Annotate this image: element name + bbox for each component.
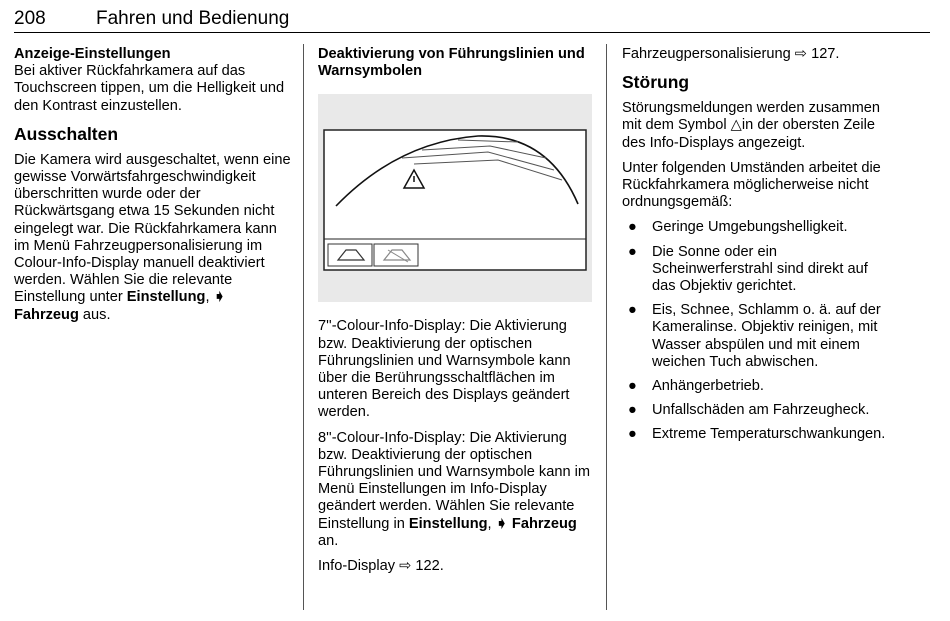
list-item [622, 378, 894, 395]
cross-reference: Info-Display ⇨ 122. [318, 558, 444, 575]
list-item-text: Geringe Umgebungshelligkeit. [652, 219, 848, 236]
bold-text: Einstellung [126, 289, 206, 306]
bullet-icon: ● [628, 402, 637, 419]
column-3 [622, 46, 894, 451]
paragraph: Unter folgenden Umständen arbeitet die Rückfahrkamera möglicherweise nicht ordnungsgemäß: [622, 159, 881, 211]
paragraph: 7''-Colour-Info-Display: Die Aktivierung bzw. Deaktivierung der optischen Führungslinien und Warnsymbole kann über die Berührungsschaltflächen im unteren Bereich des Displays geändert werden. [318, 318, 571, 421]
paragraph [622, 100, 894, 152]
bullet-icon: ● [628, 426, 637, 443]
list-item [622, 302, 894, 371]
bold-text: Fahrzeug [507, 515, 577, 532]
heading-stoerung: Störung [622, 72, 690, 93]
text: Die Kamera wird ausgeschaltet, wenn eine gewisse Vorwärtsfahrgeschwindigkeit überschritten wurde oder der Rückwärtsgang etwa 15 Sekunden nicht eingelegt war. Die Rückfahrkamera kann im Menü Fahrzeugpersonalisierung im Colour-Info-Display manuell deaktiviert werden. Wählen Sie die relevante Einstellung unter [14, 151, 291, 306]
chapter-title: Fahren und Bedienung [96, 8, 290, 29]
text: , [205, 289, 214, 306]
camera-display-figure [318, 94, 592, 302]
list-item-text: Anhängerbetrieb. [652, 378, 764, 395]
subheading-deaktivierung: Deaktivierung von Führungslinien und Warnsymbolen [318, 46, 585, 80]
bullet-list [622, 219, 894, 443]
list-item-text: Eis, Schnee, Schlamm o. ä. auf der Kameralinse. Objektiv reinigen, mit Wasser abspülen und mit einem weichen Tuch abwischen. [652, 302, 881, 370]
subheading-anzeige: Anzeige-Einstellungen [14, 46, 171, 62]
column-1 [14, 46, 292, 332]
text: in der obersten Zeile des Info-Displays angezeigt. [622, 117, 875, 151]
bold-text: Fahrzeug [14, 306, 79, 323]
column-divider [606, 44, 607, 610]
list-item [622, 426, 894, 443]
paragraph [14, 152, 292, 324]
text: 8''-Colour-Info-Display: Die Aktivierung bzw. Deaktivierung der optischen Führungslinien und Warnsymbole kann im Menü Einstellungen im Info-Display geändert werden. Wählen Sie relevante Einstellung in [318, 429, 591, 532]
column-2 [318, 46, 592, 583]
text: Störungsmeldungen werden zusammen mit dem Symbol [622, 100, 880, 134]
bold-text: Einstellung [408, 515, 488, 532]
bullet-icon: ● [628, 243, 637, 260]
list-item-text: Die Sonne oder ein Scheinwerferstrahl sind direkt auf das Objektiv gerichtet. [652, 243, 868, 295]
list-item [622, 244, 894, 296]
list-item [622, 219, 894, 236]
column-divider [303, 44, 304, 610]
bullet-icon: ● [628, 378, 637, 395]
arrow-icon: ➧ [213, 289, 226, 306]
heading-ausschalten: Ausschalten [14, 123, 119, 144]
text: , [487, 515, 496, 532]
paragraph: Bei aktiver Rückfahrkamera auf das Touchscreen tippen, um die Helligkeit und den Kontrast einzustellen. [14, 63, 285, 114]
bullet-icon: ● [628, 302, 637, 319]
page-number: 208 [14, 8, 46, 29]
bullet-icon: ● [628, 219, 637, 236]
cross-reference: Fahrzeugpersonalisierung ⇨ 127. [622, 46, 840, 62]
page-header [14, 6, 930, 33]
arrow-icon: ➧ [495, 515, 508, 532]
list-item-text: Extreme Temperaturschwankungen. [652, 426, 886, 443]
list-item [622, 402, 894, 419]
warning-triangle-icon: △ [730, 117, 742, 134]
text: an. [318, 532, 339, 549]
camera-display-icon [318, 94, 592, 302]
list-item-text: Unfallschäden am Fahrzeugheck. [652, 402, 870, 419]
text: aus. [78, 306, 111, 323]
paragraph [318, 430, 592, 550]
